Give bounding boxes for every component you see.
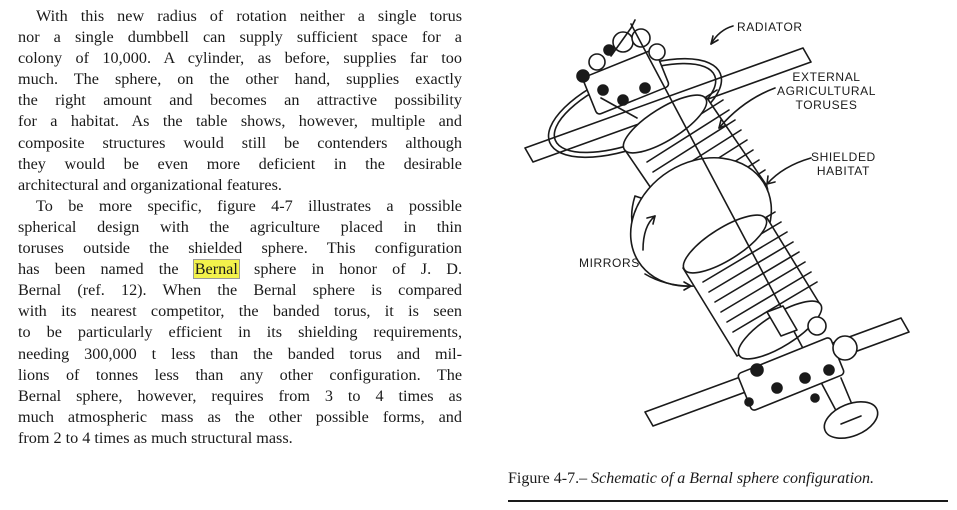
paragraph-line: they would be even more deficient in the desirable bbox=[18, 154, 462, 173]
callout-shielded-habitat: SHIELDED HABITAT bbox=[811, 150, 876, 178]
paragraph-line: composite structures would still be contenders although bbox=[18, 133, 462, 152]
callout-mirrors: MIRRORS bbox=[579, 256, 640, 270]
figure-caption-label: Figure 4-7. bbox=[508, 470, 580, 487]
bernal-sphere-figure bbox=[505, 0, 957, 510]
paragraph-line: lions of tonnes less than any other configuration. The bbox=[18, 365, 462, 384]
figure-caption-text: – Schematic of a Bernal sphere configuration. bbox=[579, 470, 875, 487]
paragraph-line: spherical design with the agriculture placed in thin bbox=[18, 217, 462, 236]
paragraph-line: much. The sphere, on the other hand, supplies exactly bbox=[18, 70, 462, 89]
caption-divider bbox=[508, 500, 948, 502]
paragraph-line: Bernal sphere, however, requires from 3 to 4 times as bbox=[18, 386, 462, 405]
paragraph-line: To be more specific, figure 4-7 illustrates a possible bbox=[36, 196, 462, 215]
paragraph-line: With this new radius of rotation neither a single torus bbox=[36, 7, 462, 25]
paragraph-line: for a habitat. As the table shows, however, multiple and bbox=[18, 112, 462, 131]
paragraph-line-with-highlight bbox=[18, 259, 462, 280]
line-segment: sphere in honor of J. D. bbox=[254, 260, 463, 279]
paragraph-line: needing 300,000 t less than the banded torus and mil- bbox=[18, 344, 462, 363]
line-segment: has been named the bbox=[18, 260, 179, 279]
paragraph-line: architectural and organizational features. bbox=[18, 175, 282, 194]
bernal-sphere-schematic-illustration bbox=[505, 0, 957, 470]
paragraph-line: with its nearest competitor, the banded torus, it is seen bbox=[18, 302, 462, 321]
paragraph-line: to be particularly efficient in its shielding requirements, bbox=[18, 323, 462, 342]
paragraph-line: the right amount and becomes an attractive possibility bbox=[18, 91, 462, 110]
paragraph-line: colony of 10,000. A cylinder, as before, supplies far too bbox=[18, 49, 462, 68]
paragraph-line: toruses outside the shielded sphere. This configuration bbox=[18, 239, 462, 258]
paragraph-line: Bernal (ref. 12). When the Bernal sphere is compared bbox=[18, 281, 462, 300]
paragraph-line: nor a single dumbbell can supply sufficient space for a bbox=[18, 28, 462, 47]
paragraph-line: much atmospheric mass as the other possible forms, and bbox=[18, 407, 462, 426]
highlighted-term-bernal[interactable]: Bernal bbox=[194, 260, 238, 279]
paragraph-line: from 2 to 4 times as much structural mass. bbox=[18, 428, 293, 447]
body-text bbox=[18, 6, 462, 449]
callout-radiator: RADIATOR bbox=[737, 20, 803, 34]
figure-caption bbox=[508, 470, 948, 488]
callout-external-agricultural-toruses: EXTERNAL AGRICULTURAL TORUSES bbox=[777, 70, 876, 112]
